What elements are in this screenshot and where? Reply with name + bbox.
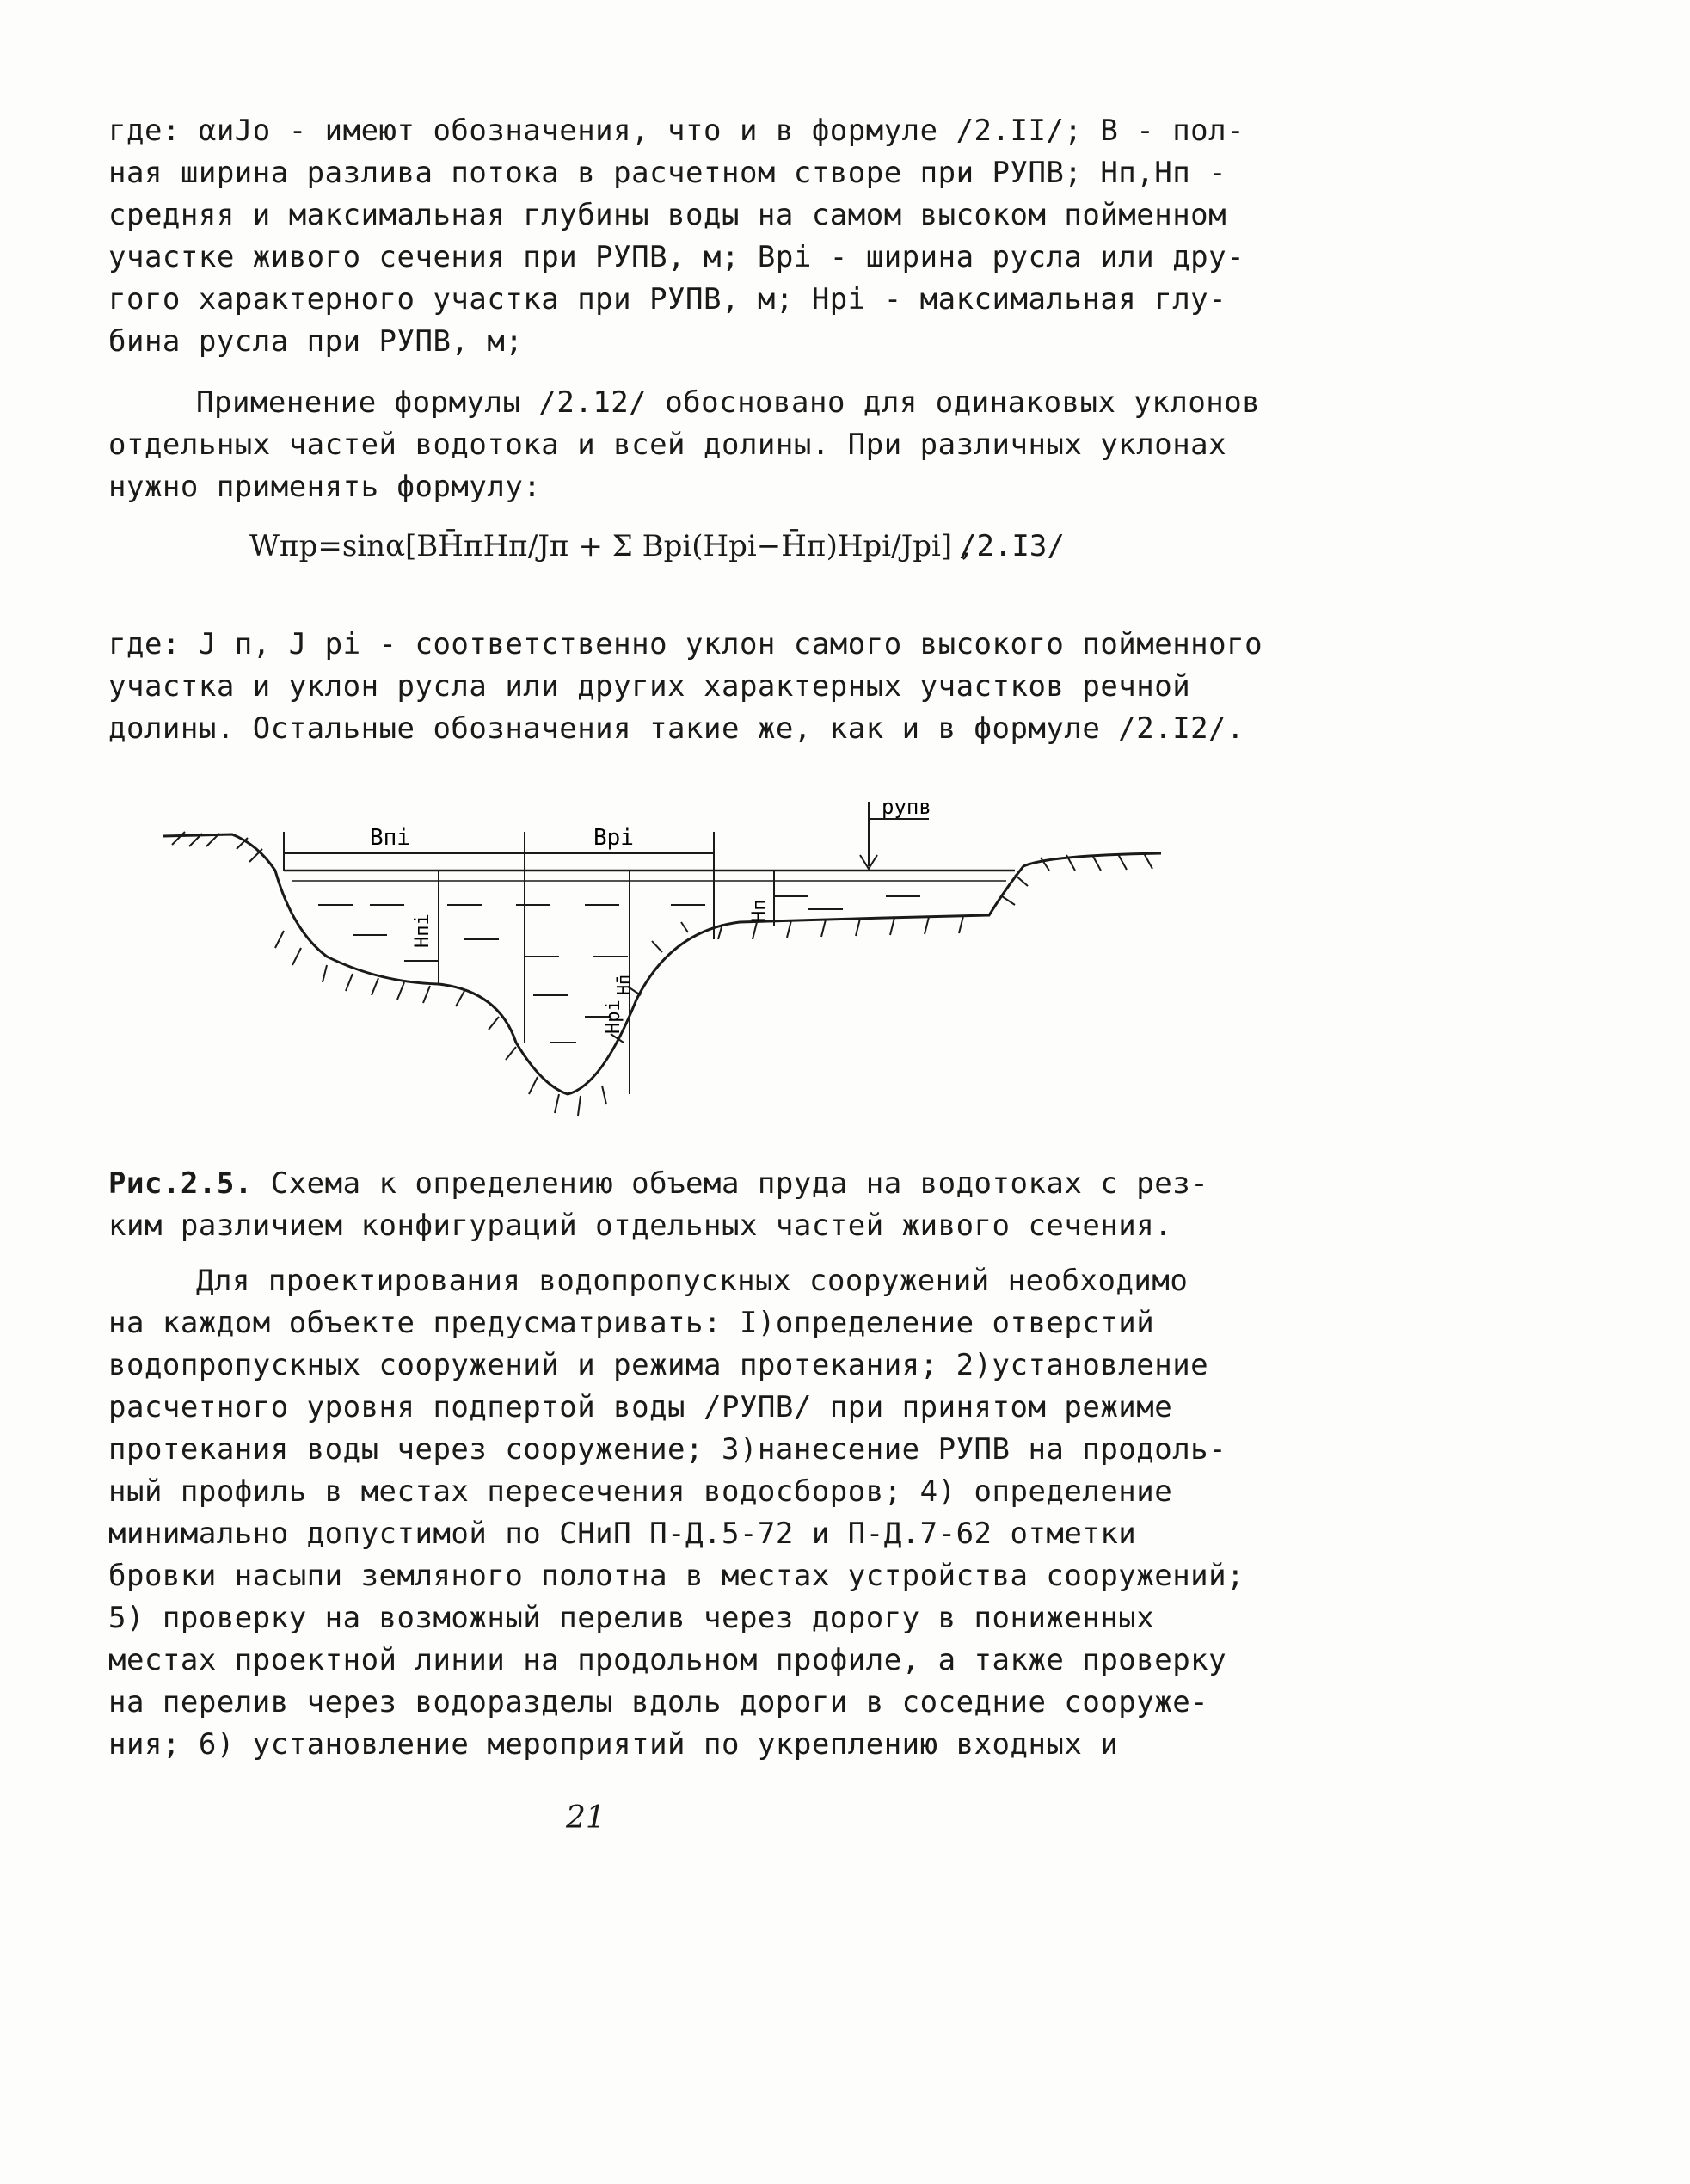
text-line: минимально допустимой по СНиП П-Д.5-72 и П-Д.7-62 отметки	[108, 1516, 1137, 1551]
caption-line-2: ким различием конфигураций отдельных частей живого сечения.	[108, 1209, 1173, 1243]
label-rupv: рупв	[882, 795, 931, 819]
text-line: нужно применять формулу:	[108, 470, 542, 504]
text-line: гого характерного участка при РУПВ, м; Нрi - максимальная глу-	[108, 282, 1227, 317]
ground-profile	[163, 834, 1161, 1094]
text-line: Для проектирования водопропускных сооружений необходимо	[196, 1264, 1189, 1298]
paragraph-design-requirements	[108, 1260, 1244, 1766]
label-hp-right: Нп	[749, 899, 771, 922]
caption-text: Схема к определению объема пруда на водотоках с рез-	[252, 1166, 1209, 1201]
text-line: протекания воды через сооружение; 3)нанесение РУПВ на продоль-	[108, 1432, 1227, 1467]
text-line: долины. Остальные обозначения такие же, как и в формуле /2.I2/.	[108, 711, 1245, 746]
text-line: местах проектной линии на продольном профиле, а также проверку	[108, 1643, 1227, 1677]
label-bpi: Впi	[370, 825, 410, 851]
text-line: расчетного уровня подпертой воды /РУПВ/ при принятом режиме	[108, 1390, 1173, 1424]
text-line: отдельных частей водотока и всей долины. При различных уклонах	[108, 428, 1227, 462]
text-line: ный профиль в местах пересечения водосборов; 4) определение	[108, 1474, 1173, 1509]
text-line: участке живого сечения при РУПВ, м; Врi - ширина русла или дру-	[108, 240, 1245, 274]
text-line: бровки насыпи земляного полотна в местах устройства сооружений;	[108, 1559, 1245, 1593]
formula-expression: Wпр=sinα[BH̄пHп/Jп + Σ Врi(Нрi−H̄п)Нрi/Jрi] ,	[249, 529, 971, 563]
ground-hatching	[172, 832, 1152, 1116]
label-hri: Нрi	[603, 1000, 624, 1034]
text-line: Применение формулы /2.12/ обосновано для одинаковых уклонов	[196, 385, 1261, 420]
figure-caption	[108, 1163, 1208, 1247]
text-line: ния; 6) установление мероприятий по укреплению входных и	[108, 1727, 1119, 1762]
text-line: на перелив через водоразделы вдоль дороги в соседние сооруже-	[108, 1685, 1209, 1720]
text-line: участка и уклон русла или других характерных участков речной	[108, 669, 1191, 704]
text-line: водопропускных сооружений и режима протекания; 2)установление	[108, 1348, 1209, 1382]
label-hmid: Н̄п	[613, 974, 634, 995]
caption-line-1	[108, 1163, 1208, 1205]
paragraph-formula-intro	[108, 382, 1260, 508]
text-line: где: αиJo - имеют обозначения, что и в формуле /2.II/; B - пол-	[108, 114, 1245, 148]
caption-prefix: Рис.2.5.	[108, 1166, 253, 1201]
text-line: где: J п, J pi - соответственно уклон самого высокого пойменного	[108, 627, 1263, 661]
cross-section-diagram	[155, 784, 1187, 1129]
formula-number: /2.I3/	[959, 529, 1065, 563]
text-line: на каждом объекте предусматривать: I)определение отверстий	[108, 1306, 1155, 1340]
text-line: бина русла при РУПВ, м;	[108, 324, 524, 359]
text-line: ная ширина разлива потока в расчетном створе при РУПВ; Нп,Нп -	[108, 156, 1227, 190]
label-hpi-left: Нпi	[412, 914, 433, 948]
paragraph-definitions-2	[108, 624, 1263, 750]
paragraph-definitions-1	[108, 110, 1244, 363]
label-bri: Врi	[593, 825, 634, 851]
text-line: 5) проверку на возможный перелив через дорогу в пониженных	[108, 1601, 1155, 1635]
page-number: 21	[566, 1800, 605, 1836]
text-line: средняя и максимальная глубины воды на самом высоком пойменном	[108, 198, 1227, 232]
